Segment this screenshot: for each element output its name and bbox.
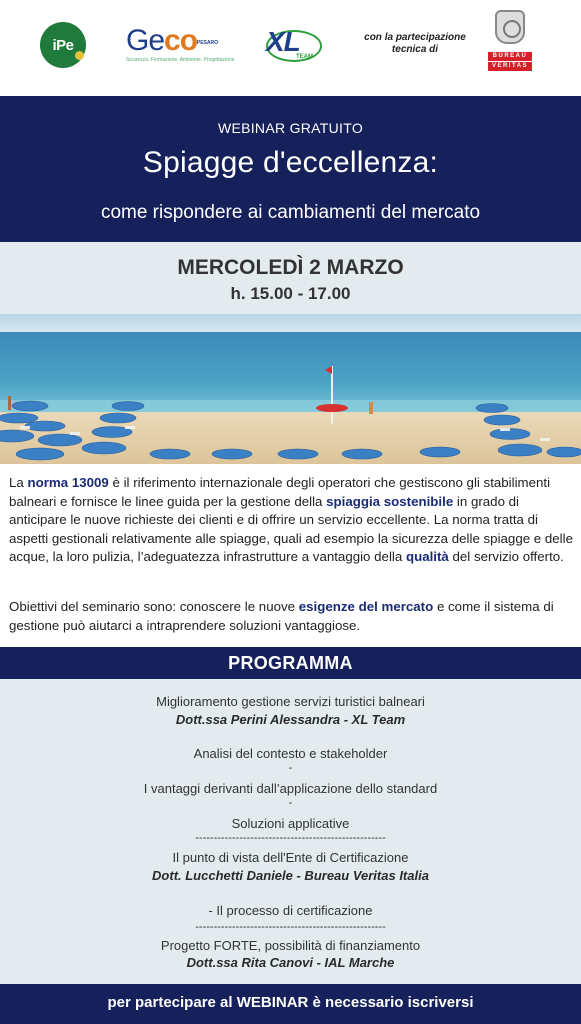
webinar-kicker: WEBINAR GRATUITO [217,120,364,136]
geco-word-main: Ge [126,24,165,57]
geco-region: PESARO [196,40,218,46]
bv-line-1: BUREAU [488,52,532,61]
date-band [0,242,581,314]
register-call-to-action[interactable]: per partecipare al WEBINAR è necessario iscriversi [0,984,581,1024]
program-item: I vantaggi derivanti dall’applicazione dello standard [143,781,438,796]
bv-seal-icon [495,10,525,44]
partner-line-1: con la partecipazione [364,32,466,43]
intro-text-3: in grado di anticipare le nuove richieste dei clienti e di offrire un servizio eccellente. La norma tratta di aspetti gestionali relativamente alle spiagge, quali ad esempio la sicurezza delle spiagge e delle acque, la loro pulizia, l’adeguatezza infrastrutture a vantaggio della [9,493,573,564]
beach-photo [0,314,581,464]
xl-team-logo [262,24,324,68]
ipe-logo-text: iPe [52,36,74,54]
program-item: Miglioramento gestione servizi turistici balneari [156,694,425,709]
event-hours: h. 15.00 - 17.00 [230,284,351,303]
bureau-veritas-logo [484,10,536,80]
program-item: - Il processo di certificazione [208,903,373,918]
header-banner [0,96,581,242]
intro-highlight-norm: norma 13009 [27,475,109,490]
intro-text-2: è il riferimento internazionale degli operatori che gestiscono gli stabilimenti balneari e fornisce le linee guida per la gestione della [9,475,551,509]
bv-line-2: VERITAS [488,62,532,71]
geco-logo [126,24,235,68]
program-item: Soluzioni applicative [231,816,350,831]
page-subtitle: come rispondere ai cambiamenti del mercato [100,202,481,223]
xl-logo-team: TEAM [296,54,313,60]
program-speaker: Dott.ssa Perini Alessandra - XL Team [175,712,406,727]
ipe-logo [40,22,86,68]
program-list [0,679,581,984]
partner-caption [350,32,480,56]
program-dash: - [288,797,293,809]
event-date: MERCOLEDÌ 2 MARZO [177,256,404,279]
intro-highlight-sustainable: spiaggia sostenibile [326,493,454,509]
goals-highlight-market: esigenze del mercato [298,599,434,614]
goals-text-2: e come il sistema di gestione può aiutarci a intraprendere soluzioni vantaggiose. [9,599,554,633]
program-speaker: Dott. Lucchetti Daniele - Bureau Veritas Italia [152,868,429,883]
program-dash: - [288,762,293,774]
intro-text-1: La [9,475,28,490]
intro-highlight-quality: qualità [405,549,449,564]
program-item: Analisi del contesto e stakeholder [193,746,388,761]
partner-line-2: tecnica di [391,44,439,55]
intro-paragraph [9,474,575,567]
intro-text-4: del servizio offerto. [448,549,564,564]
goals-text-1: Obiettivi del seminario sono: conoscere le nuove [9,599,299,614]
program-separator: ---------------------------------------------------- [195,832,386,844]
page-title: Spiagge d'eccellenza: [142,146,439,179]
logo-bar [0,0,581,96]
geco-tagline: Sicurezza. Formazione. Ambiente. Progettazione [126,57,235,63]
beach-image [0,314,581,464]
xl-logo-word: XL [266,26,300,57]
goals-paragraph [9,598,575,635]
program-item: Il punto di vista dell'Ente di Certificazione [172,850,409,865]
geco-word-accent: co [164,24,198,57]
program-separator: ---------------------------------------------------- [195,921,386,933]
program-heading: PROGRAMMA [0,647,581,679]
program-speaker: Dott.ssa Rita Canovi - IAL Marche [186,955,395,970]
program-item: Progetto FORTE, possibilità di finanziamento [160,938,421,953]
